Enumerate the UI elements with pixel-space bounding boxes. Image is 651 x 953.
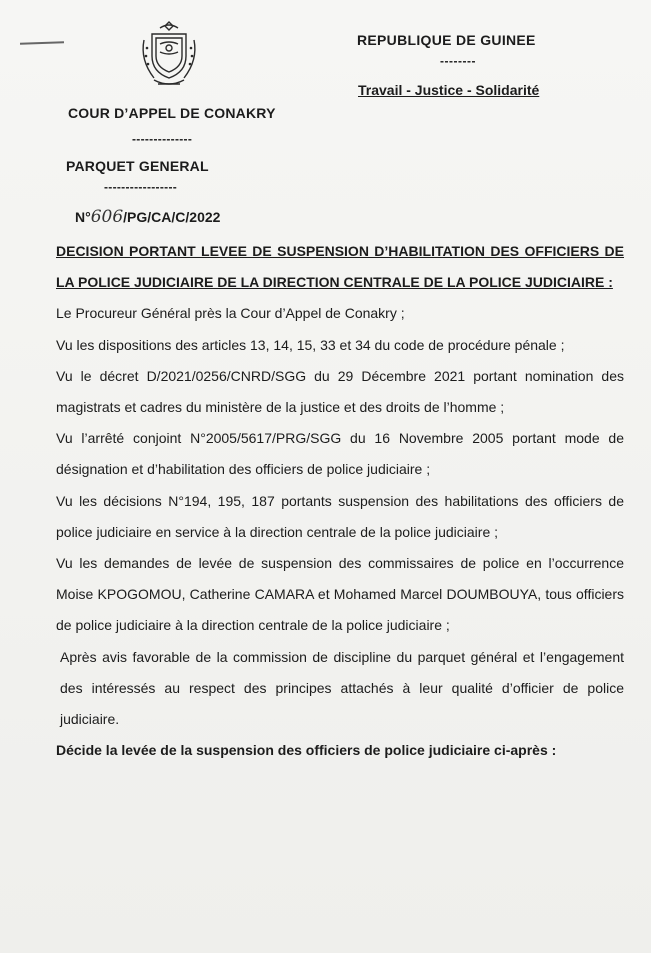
court-name: COUR D’APPEL DE CONAKRY [68,105,276,121]
office-separator: ----------------- [104,180,178,194]
vu-paragraph-3: Vu l’arrêté conjoint N°2005/5617/PRG/SGG du 16 Novembre 2005 portant mode de désignation et d’habilitation des officiers de police judiciaire ; [56,430,624,478]
vu-paragraph-2: Vu le décret D/2021/0256/CNRD/SGG du 29 Décembre 2021 portant nomination des magistrats et cadres du ministère de la justice et des droits de l’homme ; [56,367,624,416]
office-name: PARQUET GENERAL [66,158,209,174]
intro-line: Le Procureur Général près la Cour d’Appel de Conakry ; [56,305,405,322]
country-separator: -------- [440,54,476,68]
reference-number [75,207,220,227]
vu-paragraph-4: Vu les décisions N°194, 195, 187 portants suspension des habilitations des officiers de police judiciaire en service à la direction centrale de la police judiciaire ; [56,492,624,540]
country-name: REPUBLIQUE DE GUINEE [357,32,536,48]
national-motto: Travail - Justice - Solidarité [358,82,540,98]
decision-statement: Décide la levée de la suspension des officiers de police judiciaire ci-après : [56,742,557,759]
pen-mark [20,41,64,45]
apres-paragraph: Après avis favorable de la commission de discipline du parquet général et l’engagement des intéressés au respect des principes attachés à leur qualité d’officier de police judiciaire. [60,648,624,728]
handwritten-number: 606 [90,207,124,227]
vu-paragraph-5: Vu les demandes de levée de suspension des commissaires de police en l’occurrence Moise KPOGOMOU, Catherine CAMARA et Mohamed Marcel DOUMBOUYA, tous officiers de police judiciaire à la direction centrale de la police judiciaire ; [56,555,624,634]
reference-suffix: /PG/CA/C/2022 [123,209,221,225]
reference-prefix: N° [75,209,91,225]
document-body [56,236,624,766]
decision-title: DECISION PORTANT LEVEE DE SUSPENSION D’HABILITATION DES OFFICIERS DE LA POLICE JUDICIAIRE DE LA DIRECTION CENTRALE DE LA POLICE JUDICIAIRE : [56,243,624,291]
coat-of-arms-icon [138,18,200,88]
court-separator: -------------- [132,132,193,146]
vu-paragraph-1: Vu les dispositions des articles 13, 14, 15, 33 et 34 du code de procédure pénale ; [56,336,565,353]
